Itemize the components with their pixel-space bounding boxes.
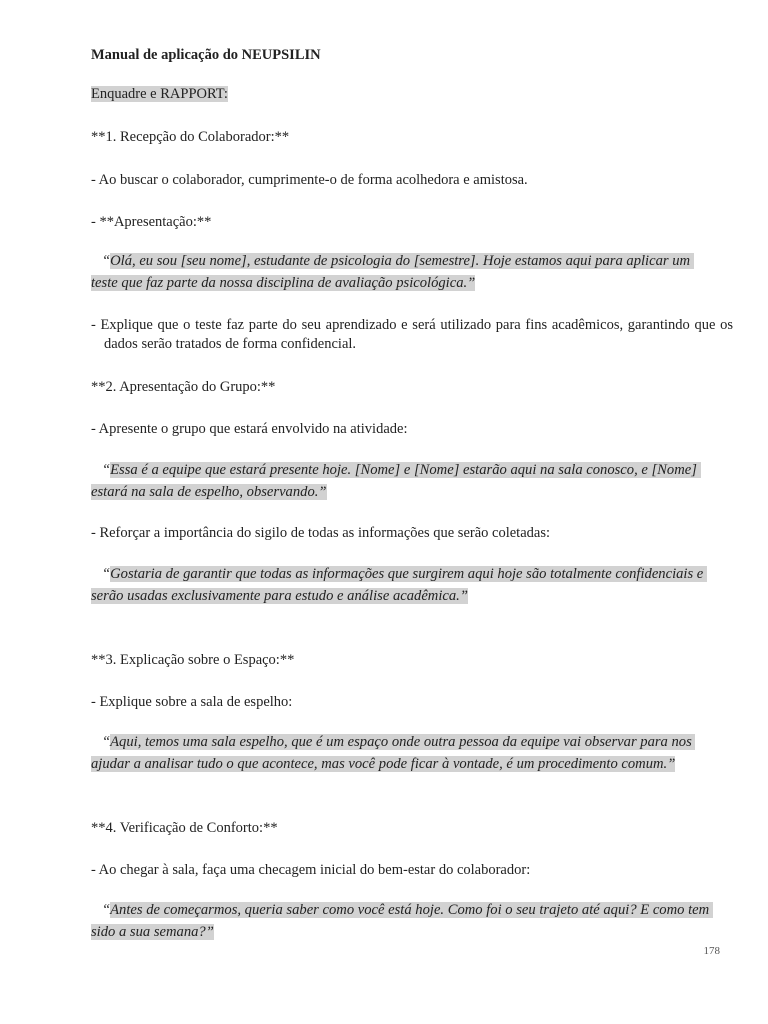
item-1-bullet-2: - **Apresentação:** (91, 214, 212, 230)
item-2-heading: **2. Apresentação do Grupo:** (91, 379, 276, 395)
quote-block-1 (91, 251, 720, 294)
quote-4-open-mark: “ (102, 734, 111, 750)
quote-block-3 (91, 564, 720, 607)
quote-2-open-mark: “ (102, 462, 111, 478)
item-1-heading: **1. Recepção do Colaborador:** (91, 129, 290, 145)
quote-1-text: Olá, eu sou [seu nome], estudante de psicologia do [semestre]. Hoje estamos aqui para aplicar um teste que faz parte da nossa disciplina de avaliação psicológica.” (91, 253, 694, 291)
section-heading (91, 85, 720, 104)
quote-1-open-mark: “ (102, 253, 111, 269)
quote-5-open-mark: “ (102, 902, 111, 918)
item-1-bullet-3: - Explique que o teste faz parte do seu aprendizado e será utilizado para fins acadêmicos, garantindo que os dados serão tratados de forma confidencial. (91, 317, 737, 352)
document-title: Manual de aplicação do NEUPSILIN (91, 47, 321, 63)
item-2-bullet-2: - Reforçar a importância do sigilo de todas as informações que serão coletadas: (91, 525, 550, 541)
item-3-bullet-1: - Explique sobre a sala de espelho: (91, 694, 293, 710)
item-4-heading: **4. Verificação de Conforto:** (91, 820, 278, 836)
quote-block-4 (91, 732, 720, 775)
quote-2-text: Essa é a equipe que estará presente hoje. [Nome] e [Nome] estarão aqui na sala conosco, e [Nome] estará na sala de espelho, observando.” (91, 462, 701, 500)
item-3-heading: **3. Explicação sobre o Espaço:** (91, 652, 295, 668)
quote-4-text: Aqui, temos uma sala espelho, que é um espaço onde outra pessoa da equipe vai observar para nos ajudar a analisar tudo o que acontece, mas você pode ficar à vontade, é um procedimento comum.” (91, 734, 696, 772)
item-2-bullet-1: - Apresente o grupo que estará envolvido na atividade: (91, 421, 408, 437)
page-number: 178 (703, 945, 720, 957)
quote-block-5 (91, 900, 720, 943)
item-1-bullet-1: - Ao buscar o colaborador, cumprimente-o de forma acolhedora e amistosa. (91, 172, 528, 188)
document-page (91, 0, 737, 1024)
quote-block-2 (91, 460, 720, 503)
quote-3-text: Gostaria de garantir que todas as informações que surgirem aqui hoje são totalmente confidenciais e serão usadas exclusivamente para estudo e análise acadêmica.” (91, 566, 707, 604)
quote-5-text: Antes de começarmos, queria saber como você está hoje. Como foi o seu trajeto até aqui? E como tem sido a sua semana?” (91, 902, 713, 940)
item-4-bullet-1: - Ao chegar à sala, faça uma checagem inicial do bem-estar do colaborador: (91, 862, 531, 878)
quote-3-open-mark: “ (102, 566, 111, 582)
section-heading-text: Enquadre e RAPPORT: (91, 86, 228, 102)
